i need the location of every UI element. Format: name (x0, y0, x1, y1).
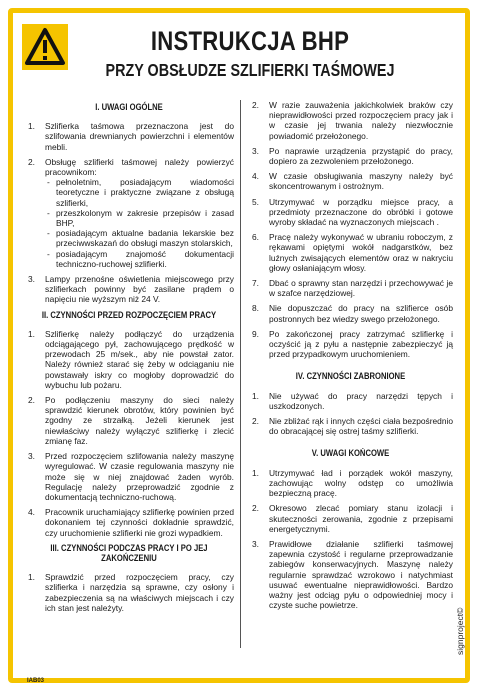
left-column (24, 100, 234, 618)
item-number: 3. (252, 145, 259, 156)
list-item (248, 303, 453, 323)
list-item (248, 100, 453, 141)
list-item (248, 232, 453, 273)
section-title: II. CZYNNOŚCI PRZED ROZPOCZĘCIEM PRACY (41, 309, 217, 320)
list-item (248, 416, 453, 436)
item-number: 2. (28, 395, 35, 406)
sub-item: - posiadającym aktualne badania lekarskie bez przeciwwskazań do obsługi maszyn stolarskich, (45, 228, 234, 248)
item-number: 3. (252, 538, 259, 549)
section-title: I. UWAGI OGÓLNE (95, 102, 163, 112)
list-item (248, 391, 453, 411)
item-text: Po podłączeniu maszyny do sieci należy sprawdzić kierunek obrotów, który powinien być zgodny ze strzałką. Jeżeli kierunek jest niewłaściwy należy wyłączyć szlifierkę i zlecić zmianę faz. (45, 395, 234, 446)
warning-triangle-icon (22, 24, 68, 70)
item-text: Nie używać do pracy narzędzi tępych i uszkodzonych. (269, 390, 453, 411)
list-item (248, 468, 453, 499)
list-item (24, 451, 234, 502)
list-item (24, 121, 234, 152)
item-number: 9. (252, 328, 259, 339)
item-text: Przed rozpoczęciem szlifowania należy maszynę wyregulować. W czasie regulowania maszyny nie może się w niej znajdować żaden wyrób. Regulację należy przeprowadzić zgodnie z dokumentacją techniczno-ruchową. (45, 451, 234, 502)
list-item (24, 507, 234, 538)
item-text: Pracownik uruchamiający szlifierkę powinien przed dokonaniem tej czynności dokładnie sprawdzić, czy uruchomienie szlifierki nie grozi wypadkiem. (45, 507, 234, 538)
item-number: 1. (252, 390, 259, 401)
list-item (24, 329, 234, 390)
item-text: Nie dopuszczać do pracy na szlifierce osób postronnych bez wiedzy swego przełożonego. (269, 303, 453, 324)
section-list (24, 329, 234, 538)
item-number: 3. (28, 451, 35, 462)
sign-code: IAB03 (27, 678, 45, 684)
item-text: Utrzymywać w porządku miejsce pracy, a przedmioty przeznaczone do obróbki i gotowe wyroby składać na wyznaczonych miejscach . (269, 196, 453, 228)
page-title: INSTRUKCJA BHP (150, 26, 350, 56)
item-text: Lampy przenośne oświetlenia miejscowego przy szlifierkach powinny być zasilane prądem o napięciu nie wyższym niż 24 V. (45, 274, 234, 305)
item-number: 5. (252, 196, 259, 207)
item-text: Dbać o sprawny stan narzędzi i przechowywać je w szafce narzędziowej. (269, 278, 453, 299)
list-item (24, 274, 234, 305)
list-item (248, 146, 453, 166)
item-number: 2. (252, 416, 259, 427)
item-text: Po zakończonej pracy zatrzymać szlifierkę i oczyścić ją z pyłu a następnie zabezpieczyć ją przed przypadkowym uruchomieniem. (269, 328, 453, 360)
item-number: 2. (28, 156, 35, 167)
item-number: 8. (252, 303, 259, 314)
item-number: 1. (28, 328, 35, 339)
list-item (24, 572, 234, 613)
item-number: 2. (252, 503, 259, 514)
item-text: W razie zauważenia jakichkolwiek braków czy nieprawidłowości przed rozpoczęciem pracy jak i w czasie jej trwania należy niezwłocznie powiadomić przełożonego. (269, 100, 453, 141)
item-number: 4. (28, 507, 35, 518)
item-text: Szlifierka taśmowa przeznaczona jest do szlifowania drewnianych powierzchni i elementów mebli. (45, 121, 234, 152)
section-title: V. UWAGI KOŃCOWE (311, 448, 390, 459)
page-subtitle: PRZY OBSŁUDZE SZLIFIERKI TAŚMOWEJ (105, 60, 395, 80)
item-number: 7. (252, 278, 259, 289)
item-number: 6. (252, 232, 259, 243)
item-number: 1. (252, 467, 259, 478)
list-item (248, 278, 453, 298)
list-item (248, 329, 453, 360)
item-text: Pracę należy wykonywać w ubraniu roboczym, z rękawami opiętymi wokół nadgarstków, bez luźnych zwisających elementów oraz w nakryciu głowy osłaniającym włosy. (269, 232, 453, 273)
list-item (24, 395, 234, 446)
item-text: Prawidłowe działanie szlifierki taśmowej zapewnia czystość i regularne przeprowadzanie zabiegów konserwacyjnych. Maszynę należy regularnie sprawdzać wzrokowo i natychmiast usuwać ewentualne nieprawidłowości. Bardzo ważny jest odciąg pyłu o odpowiedniej mocy i czyste suche powietrze. (269, 538, 453, 611)
item-text: W czasie obsługiwania maszyny należy być skoncentrowanym i ostrożnym. (269, 171, 453, 192)
sub-item: - przeszkolonym w zakresie przepisów i zasad BHP, (45, 208, 234, 228)
right-column (248, 100, 453, 615)
item-number: 3. (28, 274, 35, 285)
section-title: III. CZYNNOŚCI PODCZAS PRACY I PO JEJ ZAKOŃCZENIU (50, 542, 208, 563)
item-text: Okresowo zlecać pomiary stanu izolacji i skuteczności zerowania, zgodnie z przepisami energetycznymi. (269, 503, 453, 534)
list-item (248, 539, 453, 610)
list-item (248, 503, 453, 534)
section-list (24, 121, 234, 304)
section-list (248, 391, 453, 437)
section-title: IV. CZYNNOŚCI ZABRONIONE (295, 371, 406, 382)
item-number: 2. (252, 100, 259, 110)
sub-item: - posiadającym znajomość dokumentacji techniczno-ruchowej szlifierki. (45, 249, 234, 269)
item-text: Sprawdzić przed rozpoczęciem pracy, czy szlifierka i narzędzia są sprawne, czy osłony i zabezpieczenia są na właściwych miejscach i czy ich stan jest należyty. (45, 572, 234, 613)
item-number: 1. (28, 121, 35, 132)
brand-mark: signproject© (455, 607, 465, 655)
item-text: Szlifierkę należy podłączyć do urządzenia odciągającego pył, zachowującego prędkość w przewodach 25 m/sek., aby nie powstał zator. Należy również starać się żeby w odciąganiu nie powstawały iskry co mogłoby doprowadzić do wybuchu lub pożaru. (45, 328, 234, 390)
item-text: Po naprawie urządzenia przystąpić do pracy, dopiero za zezwoleniem przełożonego. (269, 145, 453, 167)
sub-item: - pełnoletnim, posiadającym wiadomości teoretyczne i praktyczne związane z obsługą szlifierki, (45, 177, 234, 208)
list-item (24, 157, 234, 269)
item-number: 1. (28, 572, 35, 583)
item-text: Utrzymywać ład i porządek wokół maszyny, zachowując wolny odstęp co umożliwia bezpieczną pracę. (269, 467, 453, 499)
item-text: Obsługę szlifierki taśmowej należy powierzyć pracownikom: (45, 156, 234, 178)
list-item (248, 197, 453, 228)
item-text: Nie zbliżać rąk i innych części ciała bezpośrednio do obracającej się ostrej taśmy szlifierki. (269, 416, 453, 437)
section-list (248, 100, 453, 359)
column-divider (240, 100, 241, 648)
section-list (24, 572, 234, 613)
sub-list (45, 177, 234, 269)
item-number: 4. (252, 171, 259, 182)
section-list (248, 468, 453, 611)
list-item (248, 171, 453, 191)
